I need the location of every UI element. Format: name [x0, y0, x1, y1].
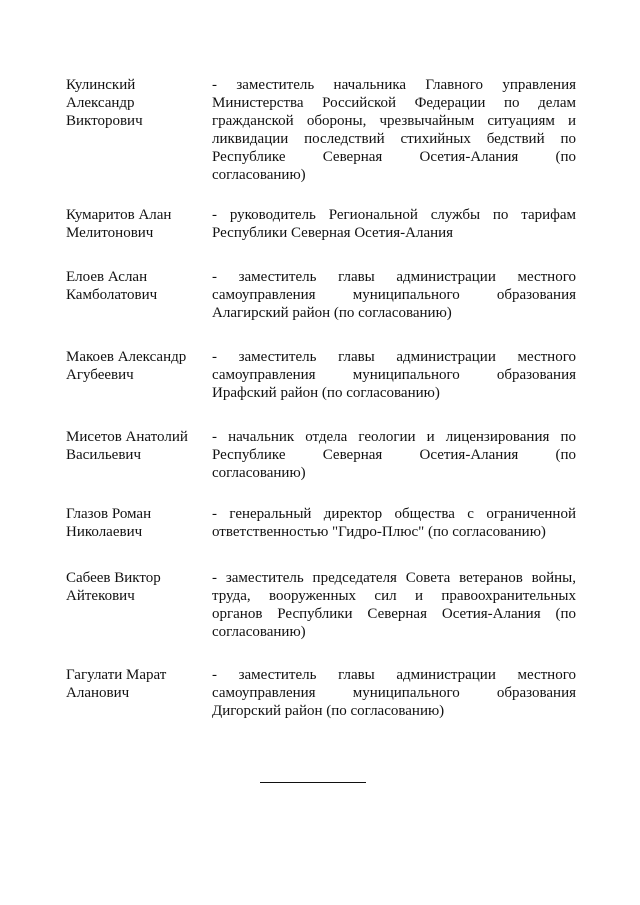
- member-role-line: труда, вооруженных сил и правоохранительных: [212, 588, 576, 604]
- member-role-line: - заместитель начальника Главного управления: [212, 77, 576, 93]
- member-role-line: согласованию): [212, 465, 306, 481]
- member-role: [212, 268, 576, 322]
- member-role-line: самоуправления муниципального образования: [212, 287, 576, 303]
- member-name: [66, 268, 206, 304]
- member-role-line: ликвидации последствий стихийных бедствий по: [212, 131, 576, 147]
- member-name-line: Аланович: [66, 685, 130, 701]
- member-name: [66, 348, 206, 384]
- member-role: [212, 348, 576, 402]
- member-name: [66, 569, 206, 605]
- member-name-line: Агубеевич: [66, 367, 134, 383]
- member-role-line: Алагирский район (по согласованию): [212, 305, 452, 321]
- member-role-line: согласованию): [212, 167, 306, 183]
- member-role-line: Дигорский район (по согласованию): [212, 703, 445, 719]
- member-role-line: самоуправления муниципального образования: [212, 367, 576, 383]
- member-role-line: ответственностью "Гидро-Плюс" (по согласованию): [212, 524, 546, 540]
- member-name-line: Викторович: [66, 113, 143, 129]
- member-name: [66, 666, 206, 702]
- member-role: [212, 505, 576, 541]
- member-name-line: Елоев Аслан: [66, 269, 148, 285]
- member-role-line: - заместитель председателя Совета ветеранов войны,: [212, 570, 576, 586]
- member-role-line: - руководитель Региональной службы по тарифам: [212, 207, 576, 223]
- member-role: [212, 76, 576, 184]
- member-role-line: - заместитель главы администрации местного: [212, 349, 576, 365]
- member-name: [66, 428, 206, 464]
- member-role-line: Министерства Российской Федерации по делам: [212, 95, 576, 111]
- member-role: [212, 666, 576, 720]
- member-role-line: Республики Северная Осетия-Алания: [212, 225, 454, 241]
- member-name-line: Мисетов Анатолий: [66, 429, 188, 445]
- member-role-line: согласованию): [212, 624, 306, 640]
- member-name-line: Глазов Роман: [66, 506, 152, 522]
- member-role-line: - начальник отдела геологии и лицензирования по: [212, 429, 576, 445]
- member-name-line: Николаевич: [66, 524, 143, 540]
- member-name-line: Кулинский: [66, 77, 136, 93]
- member-name-line: Макоев Александр: [66, 349, 187, 365]
- member-name: [66, 76, 206, 130]
- member-role-line: гражданской обороны, чрезвычайным ситуациям и: [212, 113, 576, 129]
- member-name-line: Мелитонович: [66, 225, 154, 241]
- member-role-line: Республике Северная Осетия-Алания (по: [212, 149, 576, 165]
- member-name-line: Кумаритов Алан: [66, 207, 172, 223]
- member-role: [212, 569, 576, 641]
- member-role-line: - заместитель главы администрации местного: [212, 667, 576, 683]
- member-role-line: - заместитель главы администрации местного: [212, 269, 576, 285]
- member-role-line: - генеральный директор общества с ограниченной: [212, 506, 576, 522]
- member-role: [212, 428, 576, 482]
- end-separator-line: [260, 782, 366, 783]
- member-name-line: Александр: [66, 95, 135, 111]
- member-role-line: Ирафский район (по согласованию): [212, 385, 440, 401]
- member-role-line: самоуправления муниципального образования: [212, 685, 576, 701]
- member-name-line: Васильевич: [66, 447, 141, 463]
- member-name-line: Камболатович: [66, 287, 158, 303]
- member-name: [66, 206, 206, 242]
- member-role-line: органов Республики Северная Осетия-Алания (по: [212, 606, 576, 622]
- member-name-line: Айтекович: [66, 588, 135, 604]
- member-name: [66, 505, 206, 541]
- member-role: [212, 206, 576, 242]
- member-name-line: Сабеев Виктор: [66, 570, 161, 586]
- member-name-line: Гагулати Марат: [66, 667, 167, 683]
- member-role-line: Республике Северная Осетия-Алания (по: [212, 447, 576, 463]
